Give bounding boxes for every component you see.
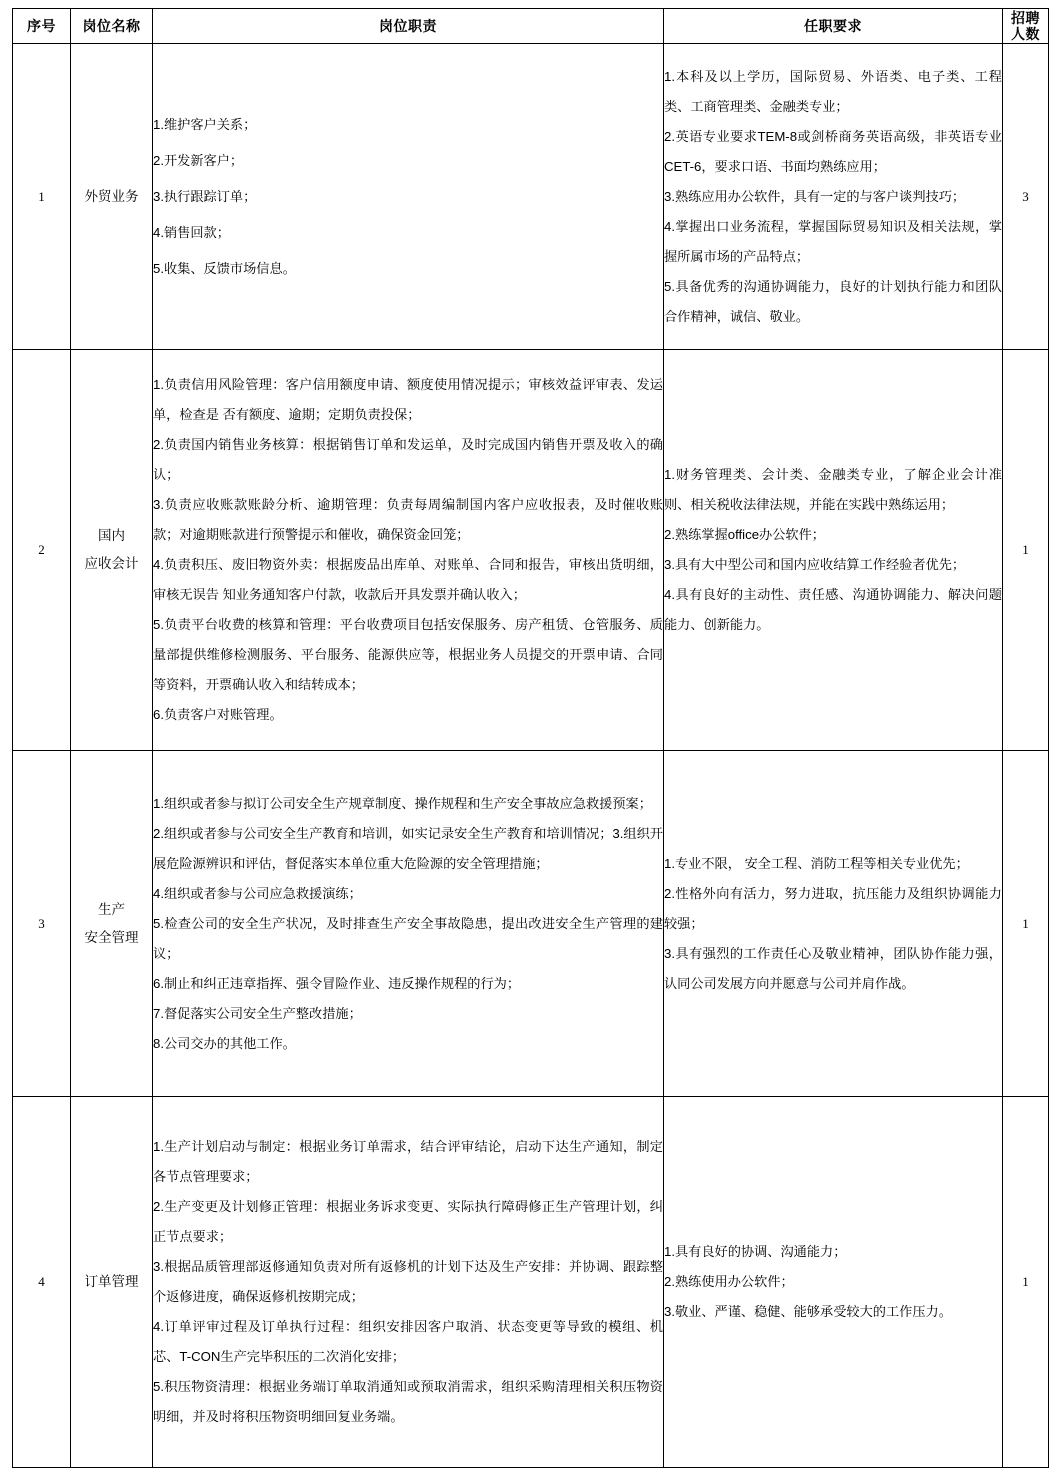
job-recruitment-table	[12, 8, 1049, 1468]
duty-item: 5.负责平台收费的核算和管理：平台收费项目包括安保服务、房产租赁、仓管服务、质量部提供维修检测服务、平台服务、能源供应等，根据业务人员提交的开票申请、合同等资料，开票确认收入和结转成本；	[153, 617, 663, 692]
duty-item: 7.督促落实公司安全生产整改措施；	[153, 1005, 362, 1021]
duty-item: 6.制止和纠正违章指挥、强令冒险作业、违反操作规程的行为；	[153, 975, 521, 991]
duty-item: 4.订单评审过程及订单执行过程：组织安排因客户取消、状态变更等导致的模组、机芯、T-CON生产完毕积压的二次消化安排；	[153, 1319, 663, 1364]
requirement-item: 1.具有良好的协调、沟通能力；	[664, 1244, 847, 1259]
duty-item: 4.组织或者参与公司应急救援演练；	[153, 885, 362, 901]
requirement-item: 1.财务管理类、会计类、金融类专业，了解企业会计准则、相关税收法律法规，并能在实践中熟练运用；	[664, 467, 1002, 512]
table-row	[13, 44, 1049, 350]
cell-count: 1	[1003, 350, 1049, 751]
requirement-item: 1.本科及以上学历，国际贸易、外语类、电子类、工程类、工商管理类、金融类专业；	[664, 68, 1002, 114]
cell-seq: 1	[13, 44, 71, 350]
cell-post-name	[71, 350, 153, 751]
duty-item: 1.维护客户关系；	[153, 116, 257, 132]
duty-item: 5.积压物资清理：根据业务端订单取消通知或预取消需求，组织采购清理相关积压物资明细，并及时将积压物资明细回复业务端。	[153, 1379, 663, 1424]
cell-count: 1	[1003, 1097, 1049, 1468]
requirement-item: 1.专业不限， 安全工程、消防工程等相关专业优先；	[664, 855, 969, 871]
cell-requirement	[664, 350, 1003, 751]
cell-seq: 3	[13, 751, 71, 1097]
post-name-line1: 生产	[98, 901, 125, 917]
table-body	[13, 44, 1049, 1468]
header-post-name: 岗位名称	[71, 9, 153, 44]
header-count	[1003, 9, 1049, 44]
post-name-line2: 安全管理	[84, 929, 139, 945]
table-row	[13, 1097, 1049, 1468]
requirement-item: 3.敬业、严谨、稳健、能够承受较大的工作压力。	[664, 1304, 952, 1319]
table-header	[13, 9, 1049, 44]
duty-item: 1.负责信用风险管理：客户信用额度申请、额度使用情况提示；审核效益评审表、发运单，检查是 否有额度、逾期；定期负责投保；	[153, 377, 663, 422]
cell-duty	[153, 751, 664, 1097]
post-name-line1: 订单管理	[84, 1274, 139, 1289]
post-name-line1: 国内	[98, 528, 125, 543]
duty-item: 6.负责客户对账管理。	[153, 707, 283, 722]
duty-item: 3.执行跟踪订单；	[153, 188, 257, 204]
requirement-item: 5.具备优秀的沟通协调能力，良好的计划执行能力和团队合作精神，诚信、敬业。	[664, 278, 1002, 324]
header-count-line1: 招聘	[1011, 10, 1040, 26]
cell-duty	[153, 350, 664, 751]
requirement-item: 3.熟练应用办公软件，具有一定的与客户谈判技巧；	[664, 188, 966, 204]
table-row	[13, 350, 1049, 751]
duty-item: 2.生产变更及计划修正管理：根据业务诉求变更、实际执行障碍修正生产管理计划，纠正节点要求；	[153, 1199, 663, 1244]
cell-duty	[153, 1097, 664, 1468]
cell-post-name	[71, 44, 153, 350]
duty-item: 1.组织或者参与拟订公司安全生产规章制度、操作规程和生产安全事故应急救援预案；	[153, 795, 652, 811]
duty-item: 5.收集、反馈市场信息。	[153, 260, 296, 276]
duty-item: 5.检查公司的安全生产状况，及时排查生产安全事故隐患，提出改进安全生产管理的建议；	[153, 915, 663, 961]
duty-item: 8.公司交办的其他工作。	[153, 1035, 296, 1051]
cell-seq: 2	[13, 350, 71, 751]
duty-item: 2.组织或者参与公司安全生产教育和培训，如实记录安全生产教育和培训情况；3.组织开展危险源辨识和评估，督促落实本单位重大危险源的安全管理措施；	[153, 825, 663, 871]
duty-item: 3.负责应收账款账龄分析、逾期管理：负责每周编制国内客户应收报表，及时催收账款；对逾期账款进行预警提示和催收，确保资金回笼；	[153, 497, 663, 542]
duty-item: 3.根据品质管理部返修通知负责对所有返修机的计划下达及生产安排：并协调、跟踪整个返修进度，确保返修机按期完成；	[153, 1259, 663, 1304]
header-requirement: 任职要求	[664, 9, 1003, 44]
cell-seq: 4	[13, 1097, 71, 1468]
requirement-item: 2.性格外向有活力，努力进取，抗压能力及组织协调能力较强；	[664, 885, 1002, 931]
requirement-item: 2.熟练使用办公软件；	[664, 1274, 794, 1289]
requirement-item: 4.具有良好的主动性、责任感、沟通协调能力、解决问题能力、创新能力。	[664, 587, 1002, 632]
cell-post-name	[71, 1097, 153, 1468]
cell-requirement	[664, 751, 1003, 1097]
cell-duty	[153, 44, 664, 350]
cell-requirement	[664, 44, 1003, 350]
requirement-item: 2.熟练掌握office办公软件；	[664, 527, 825, 542]
requirement-item: 3.具有强烈的工作责任心及敬业精神，团队协作能力强，认同公司发展方向并愿意与公司并肩作战。	[664, 945, 1002, 991]
duty-item: 1.生产计划启动与制定：根据业务订单需求，结合评审结论，启动下达生产通知，制定各节点管理要求；	[153, 1139, 663, 1184]
table-row	[13, 751, 1049, 1097]
header-row	[13, 9, 1049, 44]
cell-requirement	[664, 1097, 1003, 1468]
post-name-line1: 外贸业务	[84, 188, 139, 204]
duty-item: 2.负责国内销售业务核算：根据销售订单和发运单，及时完成国内销售开票及收入的确认；	[153, 437, 663, 482]
duty-item: 2.开发新客户；	[153, 152, 244, 168]
cell-count: 3	[1003, 44, 1049, 350]
cell-count: 1	[1003, 751, 1049, 1097]
requirement-item: 4.掌握出口业务流程，掌握国际贸易知识及相关法规，掌握所属市场的产品特点；	[664, 218, 1002, 264]
requirement-item: 2.英语专业要求TEM-8或剑桥商务英语高级，非英语专业CET-6，要求口语、书面均熟练应用；	[664, 128, 1002, 174]
duty-item: 4.负责积压、废旧物资外卖：根据废品出库单、对账单、合同和报告，审核出货明细，审核无误告 知业务通知客户付款，收款后开具发票并确认收入；	[153, 557, 663, 602]
header-count-line2: 人数	[1011, 26, 1040, 42]
duty-item: 4.销售回款；	[153, 224, 230, 240]
cell-post-name	[71, 751, 153, 1097]
header-seq: 序号	[13, 9, 71, 44]
requirement-item: 3.具有大中型公司和国内应收结算工作经验者优先；	[664, 557, 966, 572]
post-name-line2: 应收会计	[84, 556, 139, 571]
header-duty: 岗位职责	[153, 9, 664, 44]
